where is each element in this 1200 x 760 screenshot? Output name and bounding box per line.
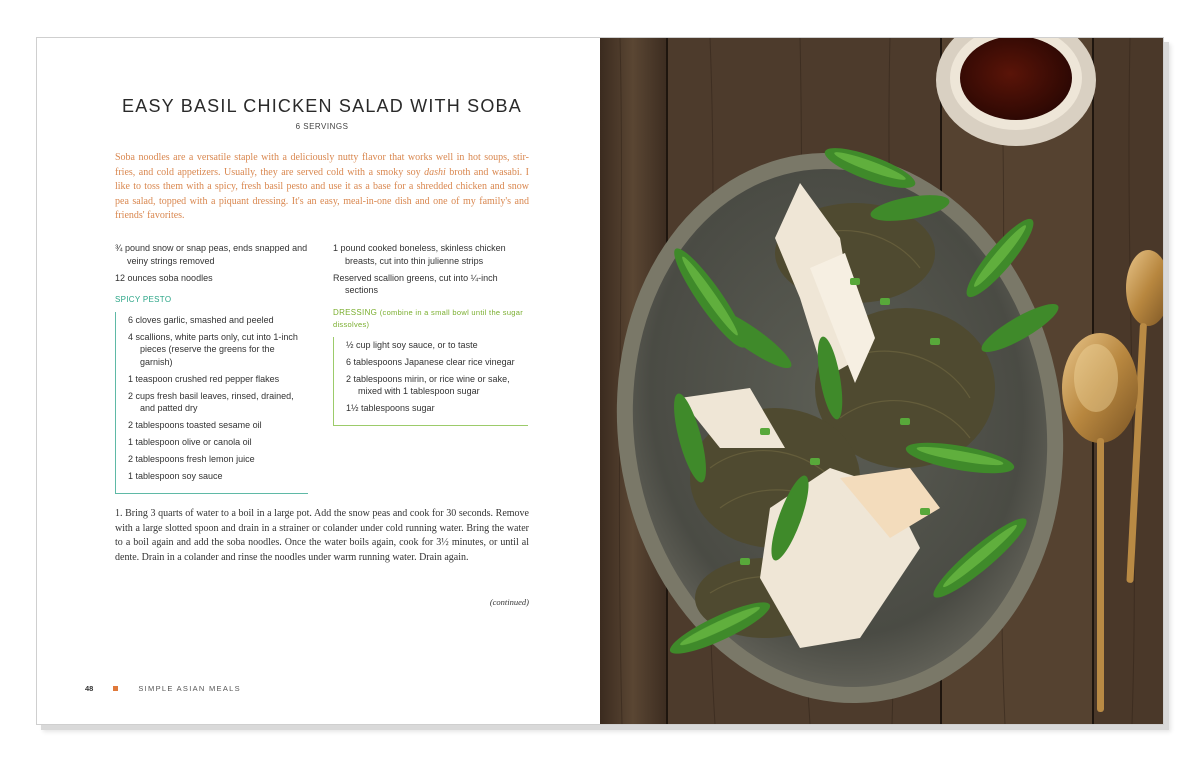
pesto-item: 1 tablespoon olive or canola oil <box>128 437 252 447</box>
dressing-item: 1½ tablespoons sugar <box>346 403 435 413</box>
dressing-title: DRESSING <box>333 307 378 317</box>
pesto-item: 2 tablespoons fresh lemon juice <box>128 454 255 464</box>
pesto-item: 1 tablespoon soy sauce <box>128 471 223 481</box>
intro-dashi: dashi <box>424 166 446 178</box>
intro-text-2: broth and wasabi. I like to toss them with a spicy, fresh basil pesto and use it as a base for a shredded chicken and snow pea salad, topped with a piquant dressing. It's an easy, meal-in-one dish and one of my family's and friends' favorites. <box>115 166 529 222</box>
ingredients-right-column <box>333 242 529 426</box>
ingredient-item: 12 ounces soba noodles <box>115 272 213 283</box>
intro-text-1: Soba noodles are a versatile staple with a deliciously nutty flavor that works well in hot soups, stir-fries, and cold appetizers. Usually, they are served cold with a smoky soy <box>115 152 529 178</box>
dressing-note: (combine in a small bowl until the sugar dissolves) <box>333 307 524 329</box>
recipe-title: EASY BASIL CHICKEN SALAD WITH SOBA <box>122 96 522 116</box>
pesto-item: 1 teaspoon crushed red pepper flakes <box>128 373 280 384</box>
food-photo-illustration <box>600 38 1163 724</box>
left-page <box>37 38 600 724</box>
dressing-box <box>333 337 528 427</box>
pesto-label: SPICY PESTO <box>115 295 172 304</box>
page-number: 48 <box>85 684 94 693</box>
ingredient-item: Reserved scallion greens, cut into ¼-inch sections <box>333 272 498 295</box>
dressing-label <box>333 307 529 332</box>
pesto-item: 2 tablespoons toasted sesame oil <box>128 420 262 430</box>
folio-square-icon <box>113 686 118 691</box>
dressing-item: ½ cup light soy sauce, or to taste <box>346 339 478 350</box>
folio <box>85 684 241 693</box>
ingredient-item: ¾ pound snow or snap peas, ends snapped and veiny strings removed <box>115 243 308 266</box>
dressing-item: 6 tablespoons Japanese clear rice vinegar <box>346 356 515 367</box>
ingredient-item: 1 pound cooked boneless, skinless chicken breasts, cut into thin julienne strips <box>333 243 506 266</box>
book-spread <box>36 37 1164 725</box>
pesto-item: 2 cups fresh basil leaves, rinsed, drained, and patted dry <box>128 390 294 413</box>
continued-note: (continued) <box>489 597 529 607</box>
dressing-item: 2 tablespoons mirin, or rice wine or sake, mixed with 1 tablespoon sugar <box>346 373 510 396</box>
intro-paragraph <box>115 151 529 224</box>
servings: 6 SERVINGS <box>295 122 349 131</box>
pesto-box <box>115 312 308 495</box>
pesto-item: 4 scallions, white parts only, cut into 1-inch pieces (reserve the greens for the garnish) <box>128 331 298 367</box>
food-photo <box>600 38 1163 724</box>
ingredients-left-column <box>115 242 313 494</box>
pesto-item: 6 cloves garlic, smashed and peeled <box>128 314 274 325</box>
method-step-1: 1. Bring 3 quarts of water to a boil in a large pot. Add the snow peas and cook for 30 seconds. Remove with a large slotted spoon and drain in a strainer or colander under cold running water. Bring the water to a boil again and add the soba noodles. Once the water boils again, cook for 3½ minutes, or until al dente. Drain in a colander and rinse the noodles under warm running water. Drain again. <box>115 508 529 564</box>
running-head: SIMPLE ASIAN MEALS <box>138 684 241 693</box>
